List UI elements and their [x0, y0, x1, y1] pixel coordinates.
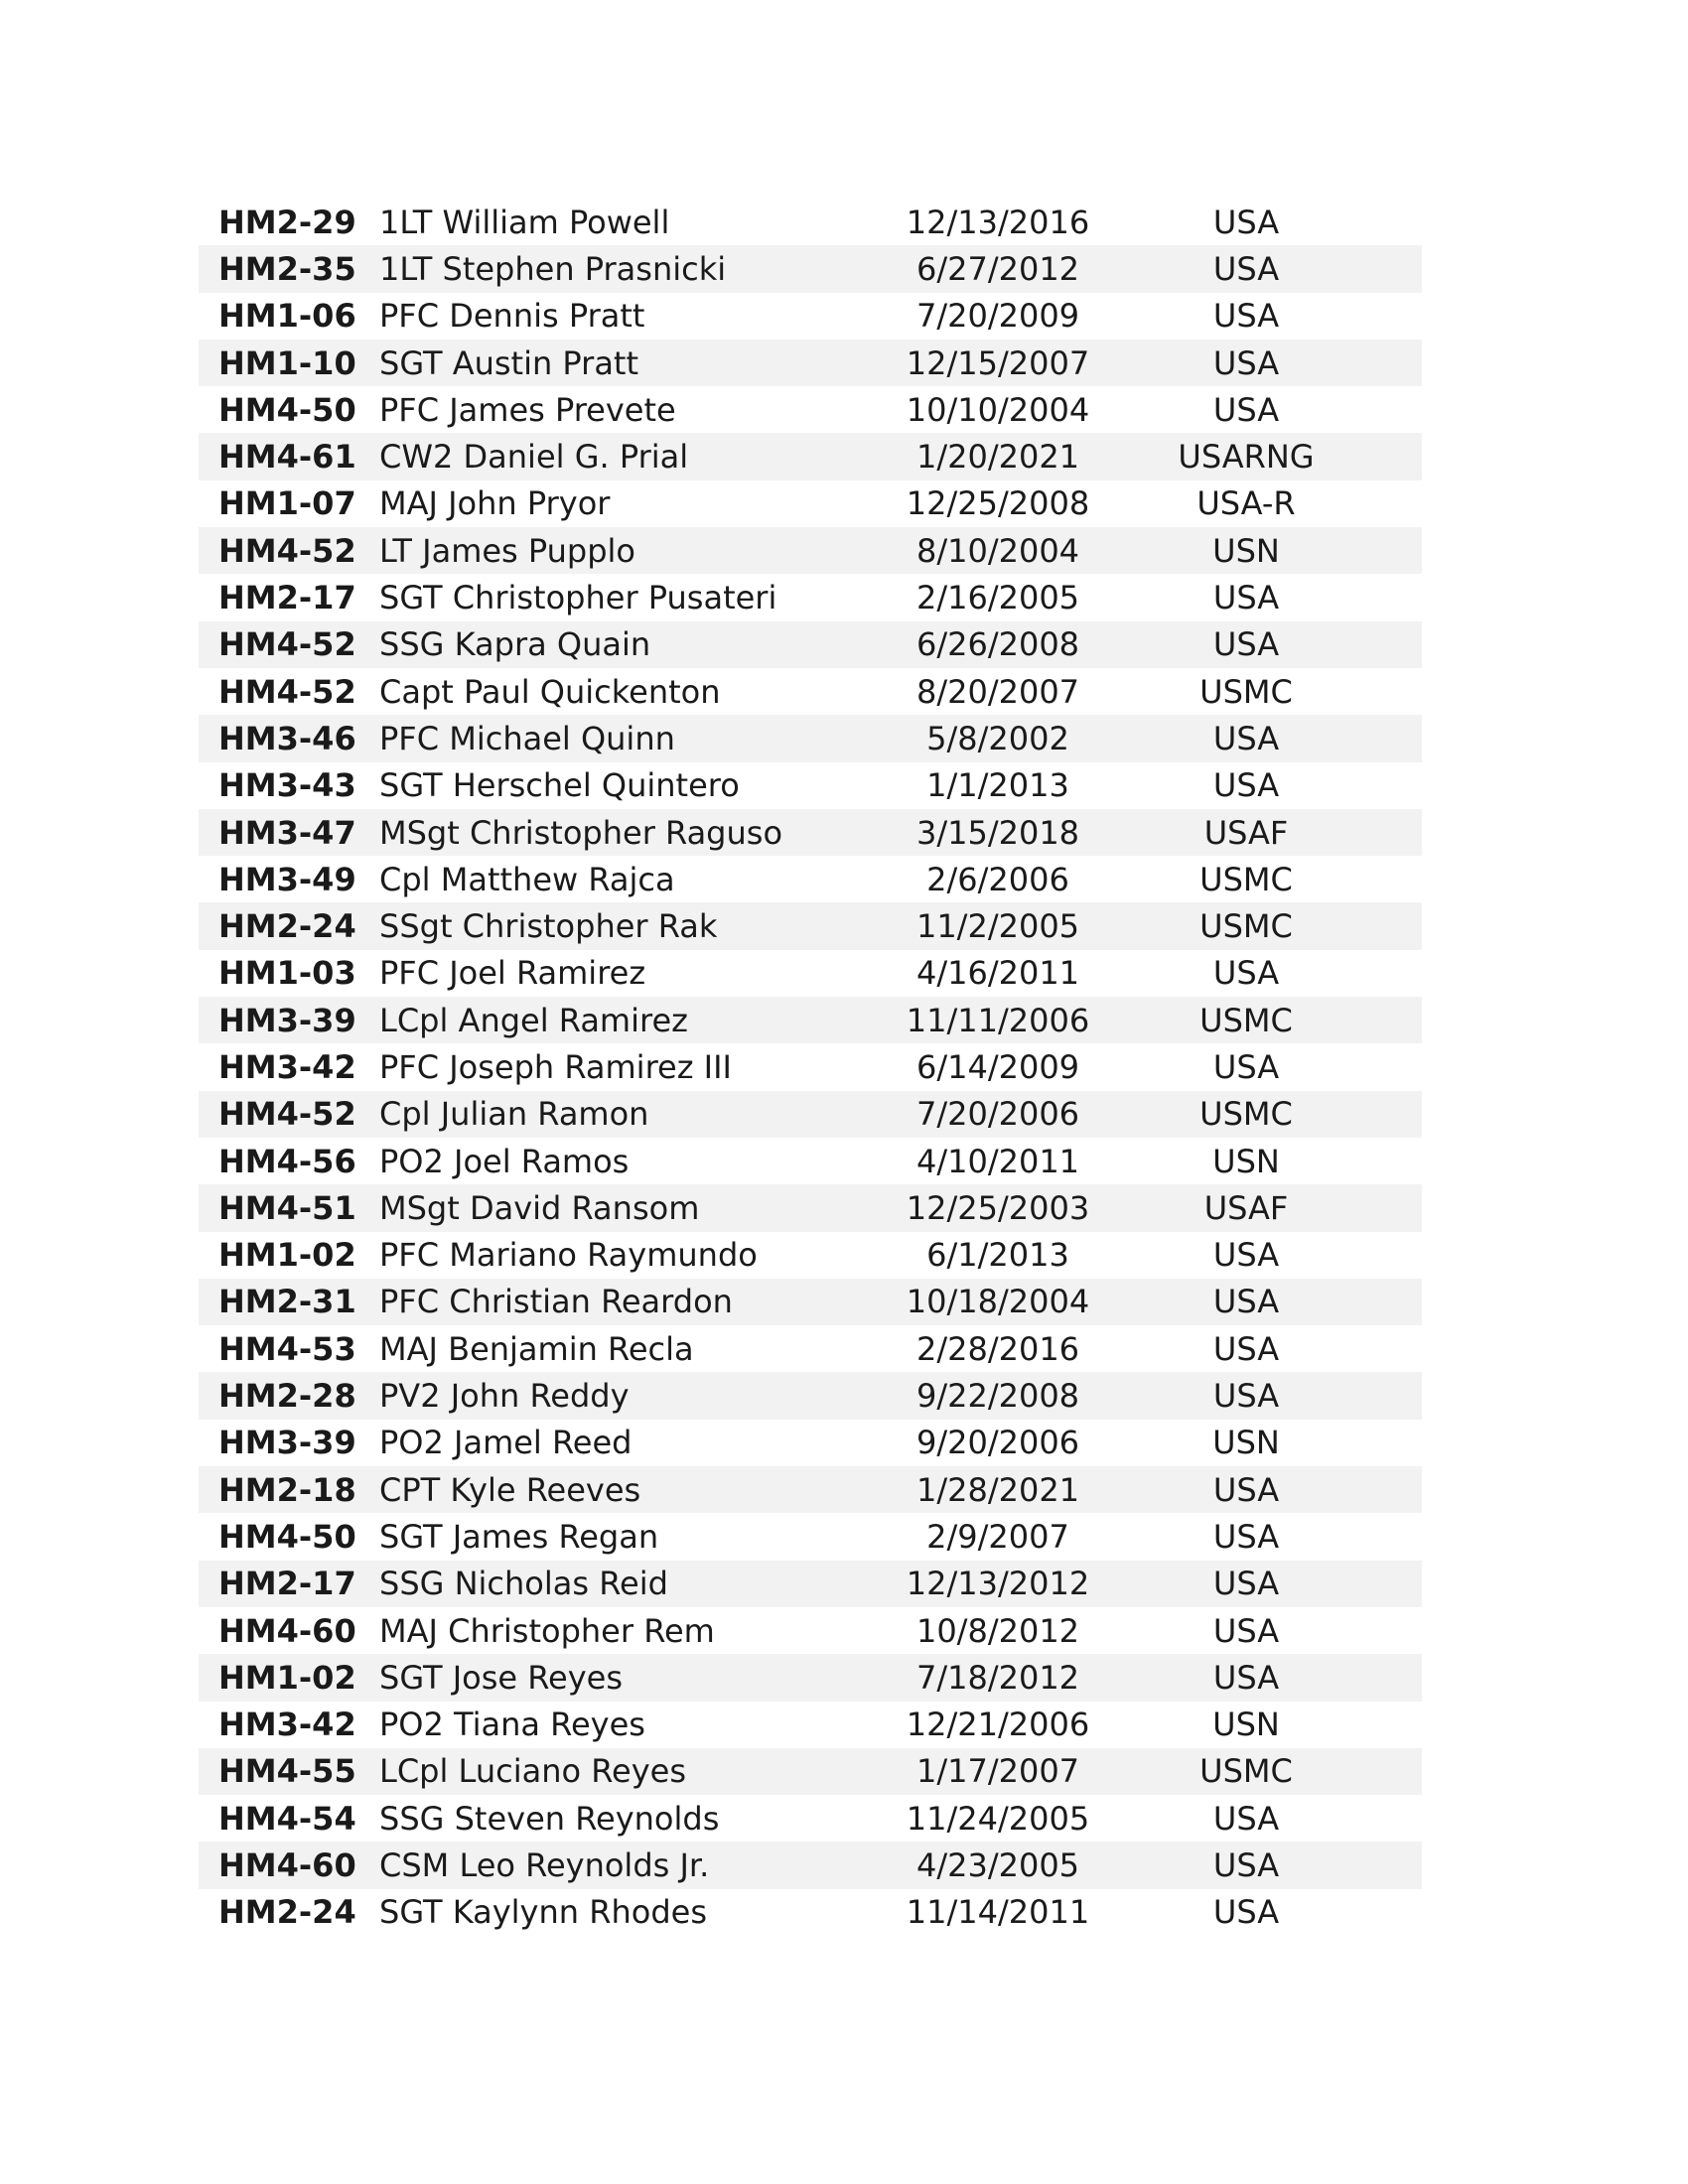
- date-of-death: 2/16/2005: [915, 579, 1080, 617]
- table-row: [199, 1795, 1422, 1842]
- memorial-code: HM2-24: [218, 1893, 356, 1932]
- date-of-death: 11/14/2011: [906, 1893, 1090, 1932]
- honoree-name: SSG Steven Reynolds: [379, 1799, 720, 1838]
- table-row: [199, 1466, 1422, 1513]
- service-branch: USA: [1212, 390, 1280, 429]
- honoree-name: SGT Jose Reyes: [379, 1658, 624, 1697]
- table-row: [199, 433, 1422, 479]
- honoree-name: LCpl Angel Ramirez: [379, 1001, 688, 1039]
- memorial-code: HM2-17: [218, 579, 356, 617]
- table-row: [199, 480, 1422, 527]
- table-row: [199, 1279, 1422, 1325]
- date-of-death: 6/27/2012: [915, 249, 1080, 288]
- table-row: [199, 1325, 1422, 1372]
- memorial-code: HM1-02: [218, 1236, 356, 1275]
- date-of-death: 4/10/2011: [915, 1142, 1080, 1180]
- service-branch: USA: [1212, 766, 1280, 805]
- honoree-name: PFC Christian Reardon: [379, 1283, 733, 1321]
- service-branch: USA: [1212, 1470, 1280, 1509]
- table-row: [199, 1372, 1422, 1419]
- memorial-code: HM1-03: [218, 954, 356, 993]
- honoree-name: PFC Michael Quinn: [379, 719, 675, 757]
- memorial-code: HM2-35: [218, 249, 356, 288]
- service-branch: USA: [1212, 1377, 1280, 1416]
- honoree-name: SGT Herschel Quintero: [379, 766, 740, 805]
- memorial-code: HM2-24: [218, 907, 356, 946]
- honoree-name: LT James Pupplo: [379, 531, 635, 570]
- honoree-name: SSG Nicholas Reid: [379, 1565, 668, 1603]
- memorial-code: HM3-39: [218, 1001, 356, 1039]
- honoree-name: PFC Dennis Pratt: [379, 297, 645, 336]
- honoree-name: Cpl Julian Ramon: [379, 1095, 649, 1134]
- honoree-name: SGT Austin Pratt: [379, 343, 639, 382]
- table-row: [199, 340, 1422, 386]
- memorial-code: HM3-49: [218, 860, 356, 898]
- table-row: [199, 950, 1422, 997]
- date-of-death: 11/24/2005: [906, 1799, 1090, 1838]
- memorial-code: HM3-42: [218, 1047, 356, 1086]
- honoree-name: PO2 Tiana Reyes: [379, 1706, 645, 1744]
- date-of-death: 9/20/2006: [915, 1424, 1080, 1462]
- memorial-code: HM2-28: [218, 1377, 356, 1416]
- memorial-code: HM2-17: [218, 1565, 356, 1603]
- memorial-code: HM1-06: [218, 297, 356, 336]
- memorial-code: HM3-39: [218, 1424, 356, 1462]
- honoree-name: PFC Mariano Raymundo: [379, 1236, 758, 1275]
- table-row: [199, 762, 1422, 809]
- service-branch: USMC: [1199, 672, 1293, 711]
- date-of-death: 1/28/2021: [915, 1470, 1080, 1509]
- memorial-code: HM4-61: [218, 438, 356, 477]
- table-row: [199, 1702, 1422, 1748]
- honoree-name: MSgt Christopher Raguso: [379, 813, 783, 852]
- honoree-name: MSgt David Ransom: [379, 1188, 700, 1227]
- date-of-death: 6/1/2013: [926, 1236, 1069, 1275]
- honoree-name: MAJ Christopher Rem: [379, 1611, 715, 1650]
- date-of-death: 10/10/2004: [906, 390, 1090, 429]
- honoree-name: PFC Joel Ramirez: [379, 954, 646, 993]
- honoree-name: CPT Kyle Reeves: [379, 1470, 641, 1509]
- table-row: [199, 1607, 1422, 1654]
- honoree-name: MAJ John Pryor: [379, 484, 611, 523]
- service-branch: USA: [1212, 1893, 1280, 1932]
- service-branch: USA: [1212, 1236, 1280, 1275]
- honoree-name: Capt Paul Quickenton: [379, 672, 721, 711]
- table-row: [199, 199, 1422, 245]
- table-row: [199, 1138, 1422, 1184]
- service-branch: USN: [1212, 1424, 1280, 1462]
- table-row: [199, 293, 1422, 340]
- memorial-code: HM1-02: [218, 1658, 356, 1697]
- date-of-death: 2/28/2016: [915, 1329, 1080, 1368]
- honoree-name: MAJ Benjamin Recla: [379, 1329, 694, 1368]
- service-branch: USA: [1212, 249, 1280, 288]
- service-branch: USN: [1212, 531, 1280, 570]
- honoree-name: 1LT William Powell: [379, 203, 670, 241]
- service-branch: USAF: [1203, 813, 1289, 852]
- service-branch: USA: [1212, 1565, 1280, 1603]
- service-branch: USAF: [1203, 1188, 1289, 1227]
- memorial-code: HM1-10: [218, 343, 356, 382]
- date-of-death: 12/13/2012: [906, 1565, 1090, 1603]
- table-row: [199, 1654, 1422, 1701]
- table-row: [199, 1842, 1422, 1888]
- honoree-name: SSgt Christopher Rak: [379, 907, 718, 946]
- memorial-code: HM4-52: [218, 531, 356, 570]
- table-row: [199, 1513, 1422, 1560]
- service-branch: USA: [1212, 343, 1280, 382]
- date-of-death: 11/2/2005: [915, 907, 1080, 946]
- honoree-name: PO2 Joel Ramos: [379, 1142, 630, 1180]
- date-of-death: 2/9/2007: [926, 1517, 1069, 1556]
- table-row: [199, 1420, 1422, 1466]
- date-of-death: 12/13/2016: [906, 203, 1090, 241]
- table-row: [199, 1561, 1422, 1607]
- memorial-code: HM4-51: [218, 1188, 356, 1227]
- service-branch: USA: [1212, 954, 1280, 993]
- honoree-name: Cpl Matthew Rajca: [379, 860, 675, 898]
- honoree-name: SGT Kaylynn Rhodes: [379, 1893, 707, 1932]
- memorial-code: HM4-53: [218, 1329, 356, 1368]
- honoree-name: CW2 Daniel G. Prial: [379, 438, 689, 477]
- date-of-death: 1/17/2007: [915, 1752, 1080, 1791]
- table-row: [199, 809, 1422, 856]
- date-of-death: 6/14/2009: [915, 1047, 1080, 1086]
- table-row: [199, 715, 1422, 761]
- table-row: [199, 856, 1422, 902]
- memorial-code: HM2-18: [218, 1470, 356, 1509]
- date-of-death: 7/18/2012: [915, 1658, 1080, 1697]
- service-branch: USA: [1212, 1611, 1280, 1650]
- memorial-code: HM4-52: [218, 625, 356, 664]
- date-of-death: 8/10/2004: [915, 531, 1080, 570]
- service-branch: USN: [1212, 1706, 1280, 1744]
- date-of-death: 5/8/2002: [926, 719, 1069, 757]
- date-of-death: 12/21/2006: [906, 1706, 1090, 1744]
- service-branch: USN: [1212, 1142, 1280, 1180]
- memorial-code: HM2-29: [218, 203, 356, 241]
- honoree-name: PO2 Jamel Reed: [379, 1424, 633, 1462]
- table-row: [199, 668, 1422, 715]
- table-row: [199, 1091, 1422, 1138]
- honoree-name: LCpl Luciano Reyes: [379, 1752, 686, 1791]
- table-row: [199, 574, 1422, 620]
- service-branch: USA: [1212, 203, 1280, 241]
- memorial-code: HM4-60: [218, 1611, 356, 1650]
- date-of-death: 10/8/2012: [915, 1611, 1080, 1650]
- service-branch: USA: [1212, 1517, 1280, 1556]
- date-of-death: 8/20/2007: [915, 672, 1080, 711]
- service-branch: USMC: [1199, 1752, 1293, 1791]
- service-branch: USMC: [1199, 1001, 1293, 1039]
- service-branch: USA: [1212, 1846, 1280, 1885]
- date-of-death: 7/20/2009: [915, 297, 1080, 336]
- table-row: [199, 902, 1422, 949]
- service-branch: USA: [1212, 625, 1280, 664]
- memorial-code: HM4-54: [218, 1799, 356, 1838]
- date-of-death: 4/23/2005: [915, 1846, 1080, 1885]
- service-branch: USA: [1212, 1047, 1280, 1086]
- date-of-death: 6/26/2008: [915, 625, 1080, 664]
- honoree-name: SSG Kapra Quain: [379, 625, 651, 664]
- service-branch: USA: [1212, 579, 1280, 617]
- honoree-name: SGT Christopher Pusateri: [379, 579, 777, 617]
- date-of-death: 10/18/2004: [906, 1283, 1090, 1321]
- service-branch: USMC: [1199, 907, 1293, 946]
- service-branch: USMC: [1199, 1095, 1293, 1134]
- service-branch: USA: [1212, 1283, 1280, 1321]
- service-branch: USARNG: [1178, 438, 1315, 477]
- honoree-name: PFC James Prevete: [379, 390, 676, 429]
- table-row: [199, 386, 1422, 433]
- date-of-death: 11/11/2006: [906, 1001, 1090, 1039]
- date-of-death: 3/15/2018: [915, 813, 1080, 852]
- honoree-name: PFC Joseph Ramirez III: [379, 1047, 732, 1086]
- date-of-death: 7/20/2006: [915, 1095, 1080, 1134]
- table-row: [199, 527, 1422, 574]
- memorial-code: HM3-42: [218, 1706, 356, 1744]
- service-branch: USA: [1212, 1799, 1280, 1838]
- service-branch: USA: [1212, 1658, 1280, 1697]
- memorial-code: HM1-07: [218, 484, 356, 523]
- date-of-death: 9/22/2008: [915, 1377, 1080, 1416]
- date-of-death: 2/6/2006: [926, 860, 1069, 898]
- service-branch: USA: [1212, 297, 1280, 336]
- table-row: [199, 1184, 1422, 1231]
- memorial-code: HM3-46: [218, 719, 356, 757]
- memorial-code: HM4-50: [218, 390, 356, 429]
- date-of-death: 12/25/2003: [906, 1188, 1090, 1227]
- service-branch: USA-R: [1196, 484, 1296, 523]
- table-row: [199, 1889, 1422, 1936]
- table-row: [199, 1043, 1422, 1090]
- honoree-name: 1LT Stephen Prasnicki: [379, 249, 727, 288]
- memorial-code: HM2-31: [218, 1283, 356, 1321]
- table-row: [199, 997, 1422, 1043]
- honoree-name: SGT James Regan: [379, 1517, 659, 1556]
- date-of-death: 1/20/2021: [915, 438, 1080, 477]
- date-of-death: 12/15/2007: [906, 343, 1090, 382]
- memorial-code: HM4-52: [218, 672, 356, 711]
- table-row: [199, 1748, 1422, 1795]
- honoree-name: PV2 John Reddy: [379, 1377, 630, 1416]
- memorial-code: HM3-43: [218, 766, 356, 805]
- table-row: [199, 245, 1422, 292]
- memorial-code: HM4-60: [218, 1846, 356, 1885]
- memorial-code: HM4-55: [218, 1752, 356, 1791]
- memorial-code: HM4-52: [218, 1095, 356, 1134]
- memorial-code: HM3-47: [218, 813, 356, 852]
- service-branch: USA: [1212, 1329, 1280, 1368]
- table-row: [199, 1232, 1422, 1279]
- roster-table: [199, 199, 1422, 1936]
- date-of-death: 4/16/2011: [915, 954, 1080, 993]
- date-of-death: 1/1/2013: [926, 766, 1069, 805]
- date-of-death: 12/25/2008: [906, 484, 1090, 523]
- memorial-code: HM4-56: [218, 1142, 356, 1180]
- memorial-code: HM4-50: [218, 1517, 356, 1556]
- service-branch: USA: [1212, 719, 1280, 757]
- table-row: [199, 621, 1422, 668]
- service-branch: USMC: [1199, 860, 1293, 898]
- honoree-name: CSM Leo Reynolds Jr.: [379, 1846, 710, 1885]
